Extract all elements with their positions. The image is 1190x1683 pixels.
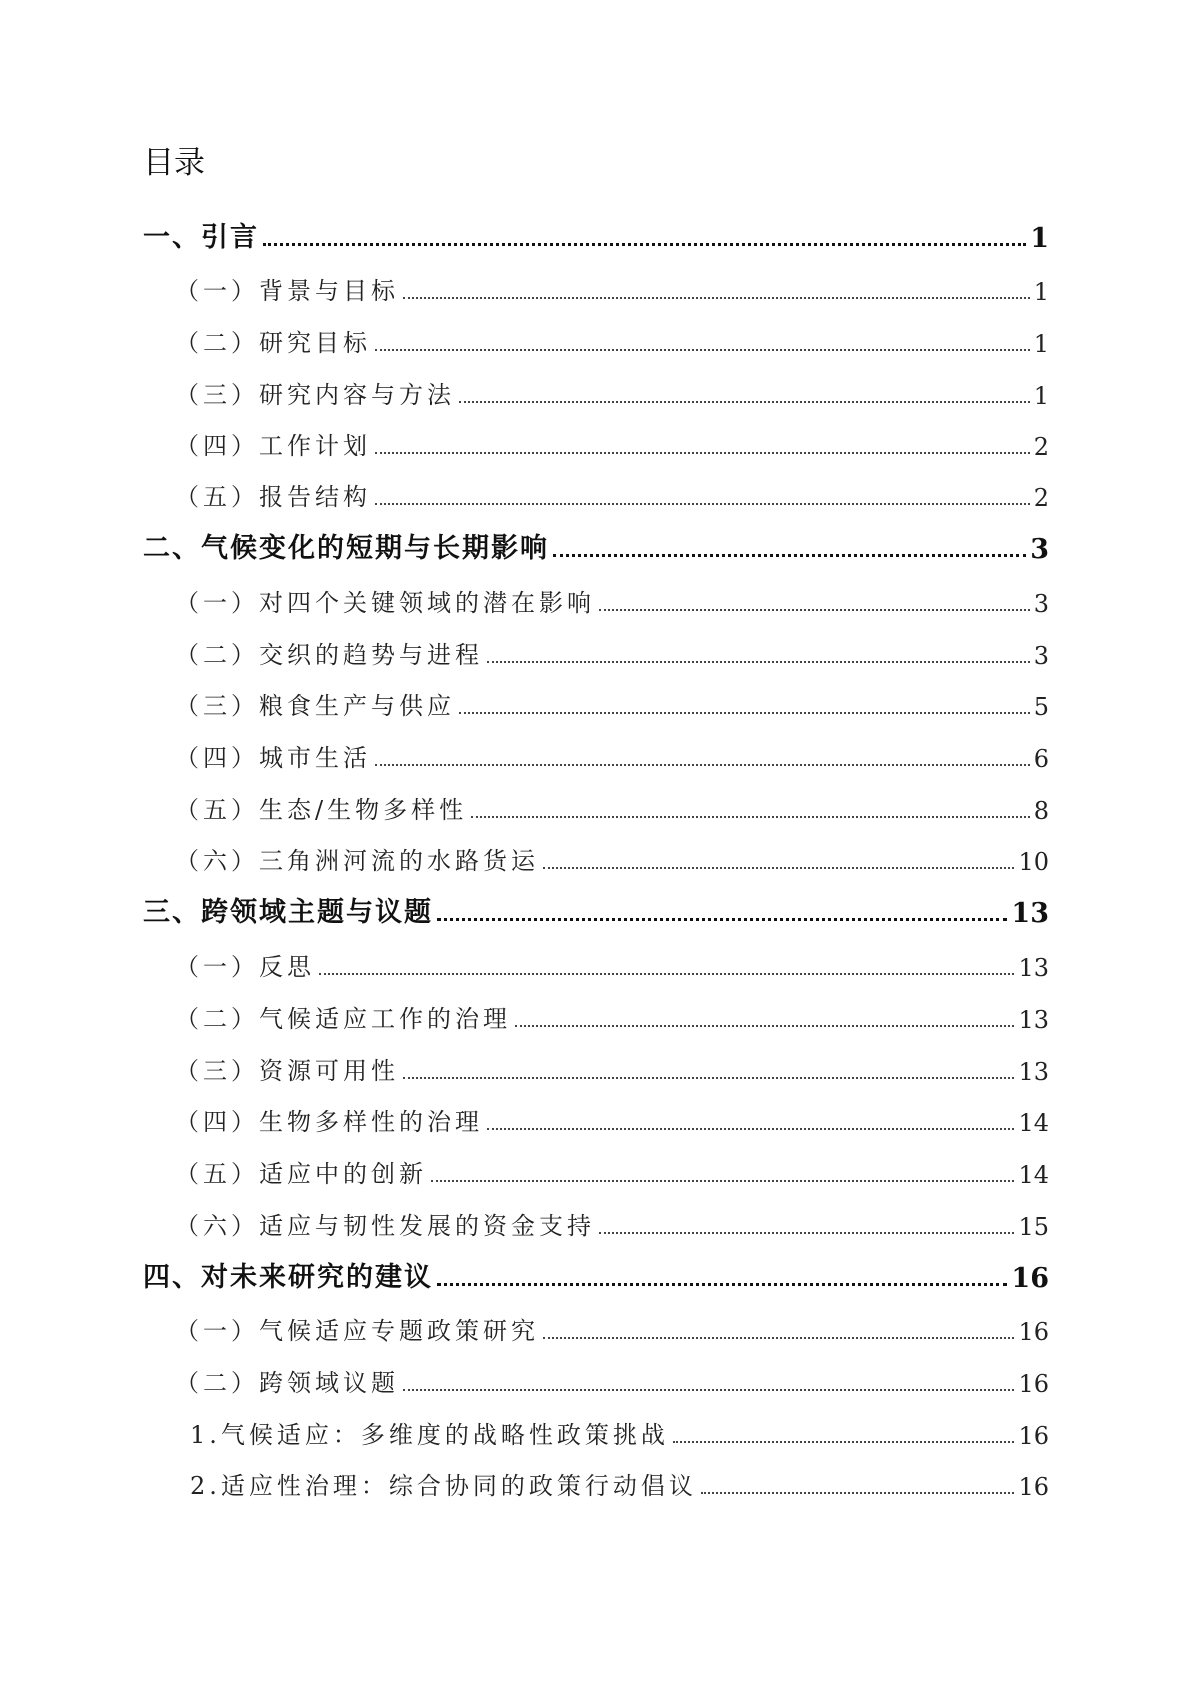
dot-leader [599, 608, 1030, 611]
toc-entry[interactable] [175, 681, 1049, 721]
toc-entry[interactable] [175, 1358, 1049, 1398]
dot-leader [375, 502, 1030, 505]
toc-page-number: 14 [1018, 1109, 1049, 1137]
toc-entry[interactable] [175, 266, 1049, 306]
toc-entry[interactable] [143, 1254, 1049, 1294]
toc-entry-text: （二）气候适应工作的治理 [175, 1005, 511, 1033]
toc-page-number: 10 [1018, 848, 1049, 876]
toc-entry[interactable] [175, 472, 1049, 512]
toc-title: 目录 [143, 145, 205, 181]
toc-entry-text: 四、对未来研究的建议 [143, 1262, 433, 1293]
dot-leader [553, 553, 1026, 557]
toc-page-number: 16 [1011, 1263, 1049, 1294]
dot-leader [487, 1127, 1014, 1130]
toc-page-number: 16 [1018, 1473, 1049, 1501]
toc-entry-text: （一）反思 [175, 953, 315, 981]
dot-leader [403, 296, 1030, 299]
toc-page-number: 3 [1030, 534, 1049, 565]
toc-entry-text: 一、引言 [143, 222, 259, 253]
dot-leader [543, 866, 1014, 869]
toc-entry-text: （五）报告结构 [175, 483, 371, 511]
toc-page-number: 8 [1033, 797, 1049, 825]
toc-entry-text: （一）对四个关键领域的潜在影响 [175, 589, 595, 617]
toc-entry-text: 1.气候适应：多维度的战略性政策挑战 [190, 1421, 669, 1449]
toc-entry[interactable] [175, 1201, 1049, 1241]
dot-leader [673, 1440, 1015, 1443]
dot-leader [599, 1231, 1014, 1234]
toc-entry-text: 2.适应性治理：综合协同的政策行动倡议 [190, 1472, 697, 1500]
toc-entry-text: （五）生态/生物多样性 [175, 796, 468, 824]
dot-leader [403, 1076, 1014, 1079]
dot-leader [437, 917, 1007, 921]
toc-entry-text: 三、跨领域主题与议题 [143, 897, 433, 928]
toc-entry[interactable] [175, 1097, 1049, 1137]
toc-entry[interactable] [175, 1149, 1049, 1189]
toc-entry[interactable] [175, 785, 1049, 825]
toc-page-number: 2 [1033, 484, 1049, 512]
toc-page-number: 1 [1033, 278, 1049, 306]
toc-page-number: 3 [1033, 642, 1049, 670]
dot-leader [487, 660, 1030, 663]
toc-page-number: 1 [1033, 382, 1049, 410]
toc-entry[interactable] [175, 994, 1049, 1034]
toc-page-number: 5 [1033, 693, 1049, 721]
toc-entry[interactable] [175, 836, 1049, 876]
dot-leader [515, 1024, 1014, 1027]
dot-leader [431, 1179, 1014, 1182]
toc-page-number: 16 [1018, 1370, 1049, 1398]
dot-leader [459, 711, 1030, 714]
toc-entry-text: （一）背景与目标 [175, 277, 399, 305]
toc-entry-text: （三）资源可用性 [175, 1057, 399, 1085]
dot-leader [459, 400, 1030, 403]
toc-page-number: 6 [1033, 745, 1049, 773]
toc-entry-text: （二）交织的趋势与进程 [175, 641, 483, 669]
toc-entry[interactable] [175, 1306, 1049, 1346]
toc-entry-text: （四）城市生活 [175, 744, 371, 772]
toc-entry[interactable] [143, 525, 1049, 565]
toc-entry-text: 二、气候变化的短期与长期影响 [143, 533, 549, 564]
toc-page-number: 13 [1018, 1006, 1049, 1034]
toc-page-number: 14 [1018, 1161, 1049, 1189]
toc-entry-text: （六）三角洲河流的水路货运 [175, 847, 539, 875]
toc-entry-text: （三）粮食生产与供应 [175, 692, 455, 720]
toc-entry[interactable] [143, 889, 1049, 929]
dot-leader [319, 972, 1014, 975]
toc-entry-text: （二）研究目标 [175, 329, 371, 357]
toc-entry[interactable] [175, 1046, 1049, 1086]
toc-entry-text: （一）气候适应专题政策研究 [175, 1317, 539, 1345]
toc-entry-text: （三）研究内容与方法 [175, 381, 455, 409]
toc-page-number: 13 [1018, 1058, 1049, 1086]
dot-leader [375, 348, 1030, 351]
toc-entry-text: （五）适应中的创新 [175, 1160, 427, 1188]
toc-entry[interactable] [190, 1461, 1049, 1501]
toc-page-number: 1 [1033, 330, 1049, 358]
toc-page-number: 13 [1018, 954, 1049, 982]
toc-entry-text: （四）生物多样性的治理 [175, 1108, 483, 1136]
dot-leader [471, 815, 1030, 818]
toc-entry[interactable] [190, 1410, 1049, 1450]
toc-entry-text: （二）跨领域议题 [175, 1369, 399, 1397]
toc-entry[interactable] [175, 421, 1049, 461]
toc-entry[interactable] [175, 370, 1049, 410]
toc-entry[interactable] [175, 318, 1049, 358]
toc-entry[interactable] [175, 578, 1049, 618]
toc-entry[interactable] [175, 733, 1049, 773]
dot-leader [701, 1491, 1015, 1494]
dot-leader [437, 1282, 1007, 1286]
toc-entry[interactable] [175, 630, 1049, 670]
toc-entry-text: （六）适应与韧性发展的资金支持 [175, 1212, 595, 1240]
toc-page-number: 13 [1011, 898, 1049, 929]
dot-leader [263, 242, 1026, 246]
toc-page-number: 16 [1018, 1422, 1049, 1450]
toc-entry-text: （四）工作计划 [175, 432, 371, 460]
toc-page-number: 2 [1033, 433, 1049, 461]
toc-page-number: 3 [1033, 590, 1049, 618]
toc-page-number: 1 [1030, 223, 1049, 254]
toc-page-number: 15 [1018, 1213, 1049, 1241]
dot-leader [375, 763, 1030, 766]
toc-entry[interactable] [175, 942, 1049, 982]
toc-page-number: 16 [1018, 1318, 1049, 1346]
dot-leader [403, 1388, 1014, 1391]
toc-entry[interactable] [143, 214, 1049, 254]
dot-leader [543, 1336, 1014, 1339]
dot-leader [375, 451, 1030, 454]
